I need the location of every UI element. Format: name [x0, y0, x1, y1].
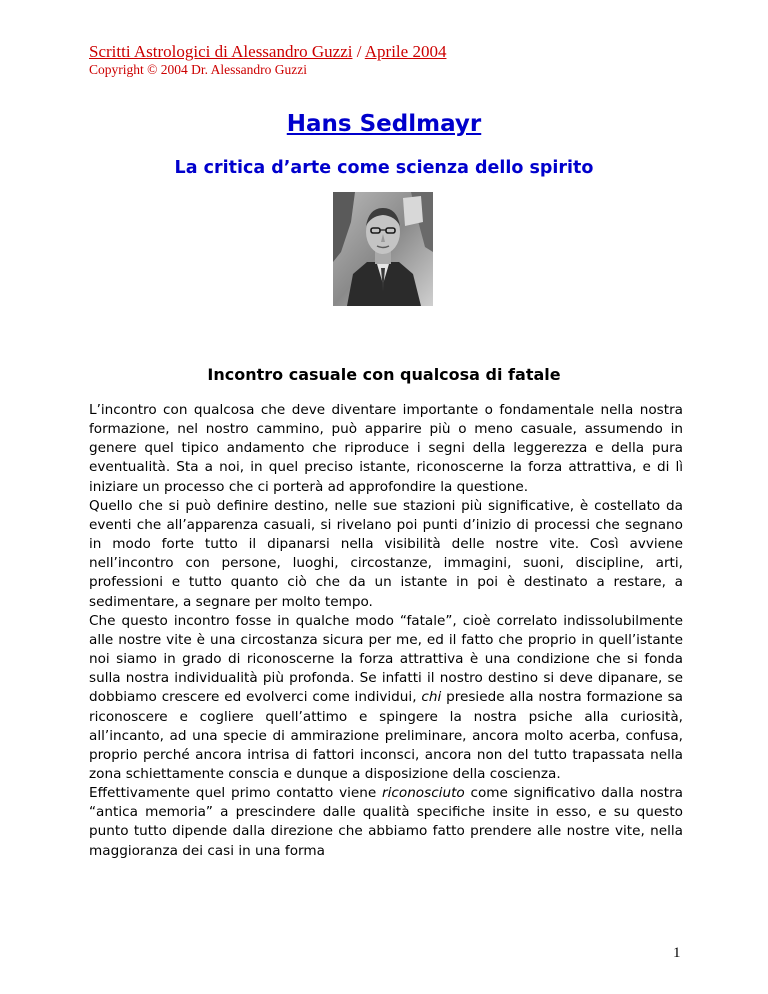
paragraph-text: Effettivamente quel primo contatto viene	[89, 785, 383, 802]
header-separator: /	[352, 42, 365, 61]
date-link[interactable]: Aprile 2004	[364, 42, 447, 61]
paragraph: L’incontro con qualcosa che deve diventare importante o fondamentale nella nostra formazione, nel nostro cammino, può apparire più o meno casuale, assumendo in genere quel tipico andamento che riproduce i segni della leggerezza e della pura eventualità. Sta a noi, in quel preciso istante, riconoscerne la forza attrattiva, e di lì iniziare un processo che ci porterà ad approfondire la questione.	[89, 402, 683, 495]
section-heading: Incontro casuale con qualcosa di fatale	[207, 365, 561, 384]
page-header	[89, 42, 446, 78]
copyright-notice: Copyright © 2004 Dr. Alessandro Guzzi	[89, 62, 307, 77]
paragraph-text: come significativo dalla nostra “antica memoria” a prescindere dalle qualità specifiche insite in esso, e su questo punto tutto dipende dalla direzione che abbiamo fatto prendere alle nostre vite, nella maggioranza dei casi in una forma	[89, 785, 683, 859]
paragraph-text: presiede alla nostra formazione sa riconoscere e cogliere quell’attimo e spingere la nostra psiche alla curiosità, all’incanto, ad una specie di ammirazione preliminare, ancora molto acerba, confusa, proprio perché ancora intrisa di fattori inconsci, ancora non del tutto trapassata nella zona schiettamente conscia e dunque a disposizione della coscienza.	[89, 689, 684, 782]
page-subtitle: La critica d’arte come scienza dello spirito	[174, 158, 594, 178]
author-portrait	[333, 192, 433, 306]
page-number: 1	[673, 945, 681, 961]
page-title	[0, 110, 768, 138]
paragraph	[89, 784, 683, 861]
emphasis: riconosciuto	[382, 785, 465, 802]
series-link[interactable]: Scritti Astrologici di Alessandro Guzzi	[89, 42, 353, 61]
paragraph: Quello che si può definire destino, nelle sue stazioni più significative, è costellato da eventi che all’apparenza casuali, si rivelano poi punti d’inizio di processi che segnano in modo forte tutto il dipanarsi nella visibilità delle nostre vite. Così avviene nell’incontro con persone, luoghi, circostanze, immagini, suoni, discipline, arti, professioni e tutto quanto ciò che da un istante in poi è destinato a restare, a sedimentare, a segnare per molto tempo.	[89, 497, 683, 610]
body-text	[89, 401, 683, 861]
title-link[interactable]: Hans Sedlmayr	[286, 111, 482, 137]
paragraph	[89, 612, 683, 784]
header-line	[89, 42, 446, 62]
emphasis: chi	[421, 689, 442, 706]
paragraph-text: Che questo incontro fosse in qualche modo “fatale”, cioè correlato indissolubilmente alle nostre vite è una circostanza sicura per me, ed il fatto che proprio in quell’istante noi siamo in grado di riconoscerne la forza attrattiva è una condizione che si fonda sulla nostra individualità più profonda. Se infatti il nostro destino si deve dipanare, se dobbiamo crescere ed evolverci come individui,	[89, 612, 683, 706]
portrait-image	[333, 192, 433, 306]
